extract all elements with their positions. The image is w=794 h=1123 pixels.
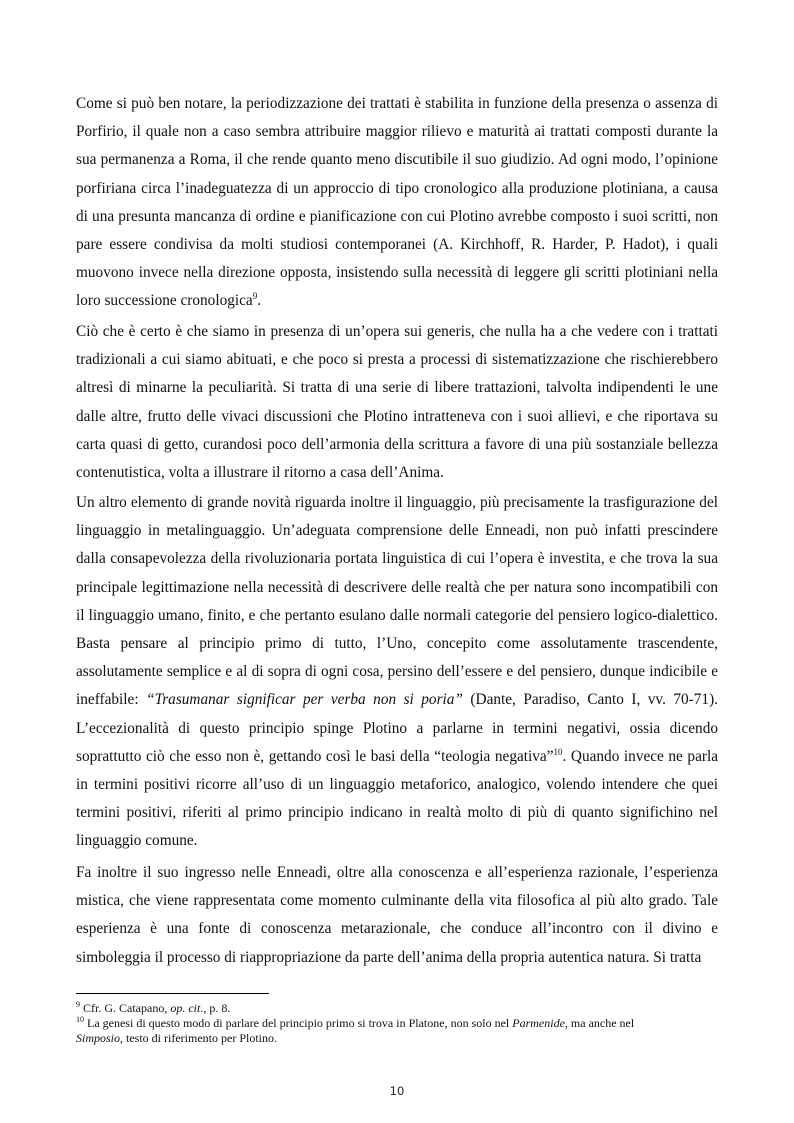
paragraph-3-text-after-quote: (Dante, Paradiso, Canto I, vv. 70-71). L’eccezionalità di questo principio spinge Plotino a parlarne in termini negativi, ossia dicendo soprattutto ciò che esso non è, gettando così le basi della “teologia negativa”: [76, 691, 718, 765]
footnote-9-number: 9: [76, 1000, 80, 1009]
footnote-10-text-after: , testo di riferimento per Plotino.: [120, 1031, 277, 1045]
paragraph-4-text: Fa inoltre il suo ingresso nelle Enneadi, oltre alla conoscenza e all’esperienza razionale, l’esperienza mistica, che viene rappresentata come momento culminante della vita filosofica al più alto grado. Tale esperienza è una fonte di conoscenza metarazionale, che conduce all’incontro con il divino e simboleggia il processo di riappropriazione da parte dell’anima della propria autentica natura. Si tratta: [76, 864, 718, 966]
footnote-9-text: Cfr. G. Catapano,: [83, 1001, 171, 1015]
footnote-10-number: 10: [76, 1015, 84, 1024]
footnote-9: [76, 1001, 726, 1016]
page-number: 10: [389, 1084, 405, 1098]
footnote-9-text-after: , p. 8.: [203, 1001, 231, 1015]
paragraph-1: [76, 90, 718, 316]
dante-quote: “Trasumanar significar per verba non si poria”: [146, 691, 463, 709]
footnote-10: [76, 1016, 726, 1046]
paragraph-1-tail: .: [257, 292, 262, 310]
footnote-10-italic-simposio: Simposio: [76, 1031, 121, 1045]
paragraph-3-tail: . Quando invece ne parla in termini positivi ricorre all’uso di un linguaggio metaforico, analogico, volendo intendere che quei termini positivi, riferiti al primo principio indicano in realtà molto di più di quanto significhino nel linguaggio comune.: [76, 747, 718, 850]
paragraph-1-text: Come si può ben notare, la periodizzazione dei trattati è stabilita in funzione della presenza o assenza di Porfirio, il quale non a caso sembra attribuire maggior rilievo e maturità ai trattati composti durante la sua permanenza a Roma, il che rende quanto meno discutibile il suo giudizio. Ad ogni modo, l’opinione porfiriana circa l’inadeguatezza di un approccio di tipo cronologico alla produzione plotiniana, a causa di una presunta mancanza di ordine e pianificazione con cui Plotino avrebbe composto i suoi scritti, non pare essere condivisa da molti studiosi contemporanei (A. Kirchhoff, R. Harder, P. Hadot), i quali muovono invece nella direzione opposta, insistendo sulla necessità di leggere gli scritti plotiniani nella loro successione cronologica: [76, 95, 718, 310]
footnote-10-text: La genesi di questo modo di parlare del principio primo si trova in Platone, non solo nel: [87, 1016, 513, 1030]
paragraph-4: [76, 859, 718, 972]
footnote-separator: [76, 993, 269, 994]
footnote-ref-10[interactable]: 10: [553, 746, 563, 757]
footnote-10-text-middle: , ma anche nel: [564, 1016, 635, 1030]
paragraph-2: [76, 318, 718, 487]
footnote-ref-9[interactable]: 9: [252, 291, 258, 302]
footnote-10-italic-parmenide: Parmenide: [512, 1016, 565, 1030]
paragraph-3: [76, 489, 718, 856]
paragraph-3-text: Un altro elemento di grande novità riguarda inoltre il linguaggio, più precisamente la trasfigurazione del linguaggio in metalinguaggio. Un’adeguata comprensione delle Enneadi, non può infatti prescindere dalla consapevolezza della rivoluzionaria portata linguistica di cui l’opera è investita, e che trova la sua principale legittimazione nella necessità di descrivere delle realtà che per natura sono incompatibili con il linguaggio umano, finito, e che pertanto esulano dalle normali categorie del pensiero logico-dialettico. Basta pensare al principio primo di tutto, l’Uno, concepito come assolutamente trascendente, assolutamente semplice e al di sopra di ogni cosa, persino dell’essere e del pensiero, dunque indicibile e ineffabile:: [76, 494, 718, 709]
footnote-9-italic: op. cit.: [170, 1001, 204, 1015]
paragraph-2-text: Ciò che è certo è che siamo in presenza di un’opera sui generis, che nulla ha a che vedere con i trattati tradizionali a cui siamo abituati, e che poco si presta a processi di sistematizzazione che rischierebbero altresì di minarne la peculiarità. Si tratta di una serie di libere trattazioni, talvolta indipendenti le une dalle altre, frutto delle vivaci discussioni che Plotino intratteneva con i suoi allievi, e che riportava su carta quasi di getto, curandosi poco dell’armonia della scrittura a favore di una più sostanziale bellezza contenutistica, volta a illustrare il ritorno a casa dell’Anima.: [76, 323, 718, 482]
